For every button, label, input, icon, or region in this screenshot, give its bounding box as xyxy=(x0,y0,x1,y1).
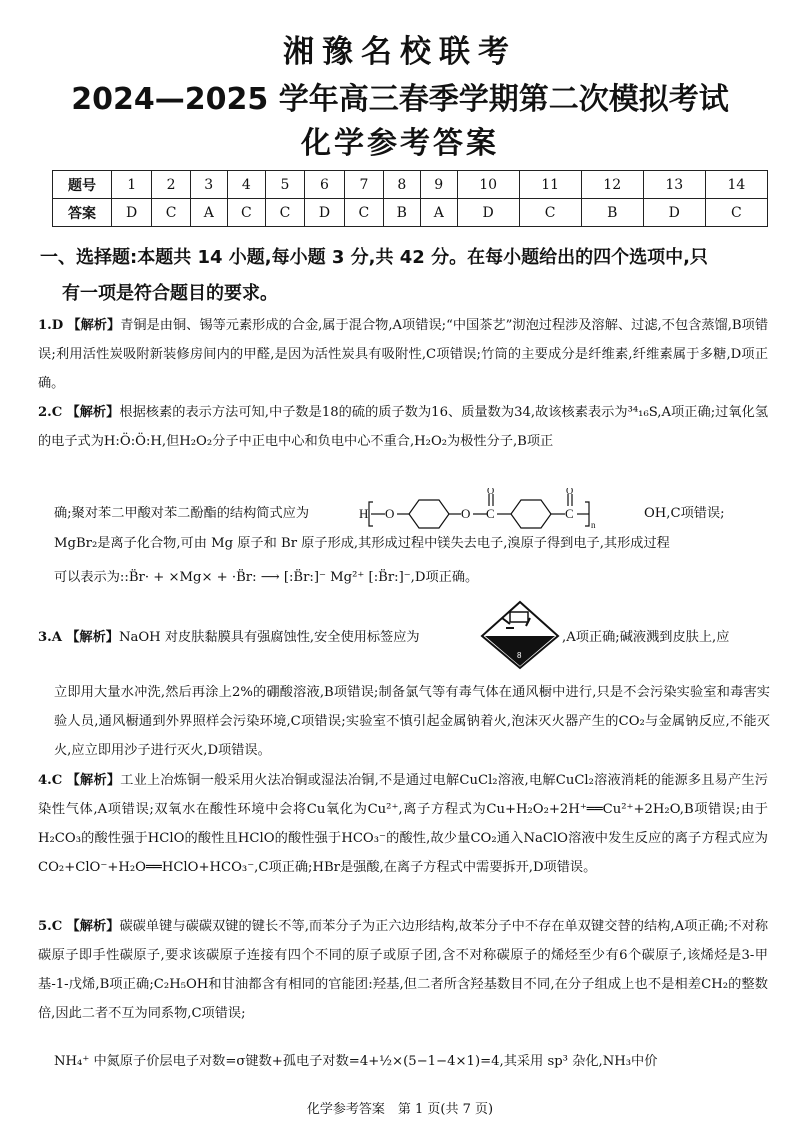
table-cell: 1 xyxy=(112,171,152,199)
svg-text:C: C xyxy=(565,506,574,521)
table-cell: 6 xyxy=(304,171,344,199)
table-cell: A xyxy=(190,199,227,227)
table-cell: D xyxy=(643,199,705,227)
question-number: 5.C xyxy=(38,919,63,934)
analysis-tag: 【解析】 xyxy=(66,405,120,420)
exam-title: 2024—2025 学年高三春季学期第二次模拟考试 xyxy=(71,82,729,117)
explanation-text: ,A项正确;碱液溅到皮肤上,应 xyxy=(562,630,730,645)
svg-text:O: O xyxy=(566,488,574,497)
table-cell: D xyxy=(112,199,152,227)
svg-text:H: H xyxy=(359,506,369,521)
svg-text:8: 8 xyxy=(517,651,522,660)
question-number-row xyxy=(53,171,768,199)
polymer-structure-line xyxy=(54,488,770,538)
svg-text:O: O xyxy=(487,488,495,497)
explanation-text: 立即用大量水冲洗,然后再涂上2%的硼酸溶液,B项错误;制备氯气等有毒气体在通风橱中进行,只是不会污染实验室和毒害实验人员,通风橱通到外界照样会污染环境,C项错误;实验室不慎引起金属钠着火,泡沫灭火器产生的CO₂与金属钠反应,不能灭火,应立即用沙子进行灭火,D项错误。 xyxy=(54,685,770,758)
question-number: 2.C xyxy=(38,405,63,420)
table-cell: C xyxy=(227,199,266,227)
table-cell: 14 xyxy=(705,171,767,199)
svg-text:O: O xyxy=(461,506,471,521)
explanation-line: NH₄⁺ 中氮原子价层电子对数=σ键数+孤电子对数=4+½×(5−1−4×1)=4,其采用 sp³ 杂化,NH₃中价 xyxy=(54,1054,658,1069)
svg-text:O: O xyxy=(385,506,395,521)
table-cell: C xyxy=(152,199,191,227)
page-footer: 化学参考答案 第 1 页(共 7 页) xyxy=(306,1102,494,1117)
document-title: 化学参考答案 xyxy=(301,126,499,161)
table-cell: 12 xyxy=(581,171,643,199)
question-number: 3.A xyxy=(38,630,62,645)
analysis-tag: 【解析】 xyxy=(66,919,120,934)
table-cell: 8 xyxy=(383,171,420,199)
explanation-text: 碳碳单键与碳碳双键的键长不等,而苯分子为正六边形结构,故苯分子中不存在单双键交替的结构,A项正确;不对称碳原子即手性碳原子,要求该碳原子连接有四个不同的原子或原子团,含不对称碳原子的烯烃至少有6个碳原子,该烯烃是3-甲基-1-戊烯,B项正确;C₂H₅OH和甘油都含有相同的官能团:羟基,但二者所含羟基数目不同,在分子组成上也不是相差CH₂的整数倍,因此二者不互为同系物,C项错误; xyxy=(38,919,769,1021)
explanation-text: 工业上冶炼铜一般采用火法冶铜或湿法冶铜,不是通过电解CuCl₂溶液,电解CuCl₂溶液消耗的能源多且易产生污染性气体,A项错误;双氧水在酸性环境中会将Cu氧化为Cu²⁺,离子方程式为Cu+H₂O₂+2H⁺══Cu²⁺+2H₂O,B项错误;由于H₂CO₃的酸性强于HClO的酸性且HClO的酸性强于HCO₃⁻的酸性,故少量CO₂通入NaClO溶液中发生反应的离子方程式应为CO₂+ClO⁻+H₂O══HClO+HCO₃⁻,C项正确;HBr是强酸,在离子方程式中需要拆开,D项错误。 xyxy=(38,773,768,875)
corrosive-hazard-label-icon xyxy=(480,600,560,670)
mgbr2-formation-line: 可以表示为::B̈r· + ×Mg× + ·B̈r: ⟶ [:B̈r:]⁻ Mg²⁺ [:B̈r:]⁻,D项正确。 xyxy=(54,570,479,585)
table-cell: D xyxy=(457,199,519,227)
polymer-structure-diagram xyxy=(359,488,654,538)
table-cell: C xyxy=(345,199,384,227)
question-number: 4.C xyxy=(38,773,63,788)
section-heading xyxy=(40,240,770,312)
svg-text:n: n xyxy=(591,520,596,530)
table-cell: 5 xyxy=(266,171,305,199)
table-cell: C xyxy=(705,199,767,227)
table-cell: 7 xyxy=(345,171,384,199)
table-cell: 2 xyxy=(152,171,191,199)
explanation-text: 确;聚对苯二甲酸对苯二酚酯的结构简式应为 xyxy=(54,506,310,521)
explanation-text: 根据核素的表示方法可知,中子数是18的硫的质子数为16、质量数为34,故该核素表示为³⁴₁₆S,A项正确;过氧化氢的电子式为H:Ö:Ö:H,但H₂O₂分子中正电中心和负电中心不重合,H₂O₂为极性分子,B项正 xyxy=(38,405,769,449)
answer-row xyxy=(53,199,768,227)
svg-text:C: C xyxy=(486,506,495,521)
table-cell: A xyxy=(420,199,457,227)
question-2-explanation xyxy=(38,398,768,456)
table-cell: B xyxy=(383,199,420,227)
explanation-line: MgBr₂是离子化合物,可由 Mg 原子和 Br 原子形成,其形成过程中镁失去电子,溴原子得到电子,其形成过程 xyxy=(54,536,670,551)
question-5-explanation xyxy=(38,912,768,1028)
explanation-text: 青铜是由铜、锡等元素形成的合金,属于混合物,A项错误;“中国茶艺”沏泡过程涉及溶解、过滤,不包含蒸馏,B项错误;利用活性炭吸附新装修房间内的甲醛,是因为活性炭具有吸附性,C项错误;竹筒的主要成分是纤维素,纤维素属于多糖,D项正确。 xyxy=(38,318,769,391)
row-label: 答案 xyxy=(53,199,112,227)
answer-table xyxy=(52,170,768,227)
row-label: 题号 xyxy=(53,171,112,199)
analysis-tag: 【解析】 xyxy=(66,630,119,645)
explanation-text: OH,C项错误; xyxy=(644,506,725,521)
table-cell: 11 xyxy=(519,171,581,199)
explanation-text: NaOH 对皮肤黏膜具有强腐蚀性,安全使用标签应为 xyxy=(118,630,420,645)
analysis-tag: 【解析】 xyxy=(66,773,121,788)
table-cell: 4 xyxy=(227,171,266,199)
table-cell: D xyxy=(304,199,344,227)
question-number: 1.D xyxy=(38,318,64,333)
table-cell: B xyxy=(581,199,643,227)
table-cell: 3 xyxy=(190,171,227,199)
question-1-explanation xyxy=(38,311,768,398)
analysis-tag: 【解析】 xyxy=(67,318,121,333)
exam-union-title: 湘豫名校联考 xyxy=(283,34,517,70)
table-cell: C xyxy=(266,199,305,227)
table-cell: 10 xyxy=(457,171,519,199)
question-4-explanation xyxy=(38,766,768,882)
table-cell: C xyxy=(519,199,581,227)
table-cell: 13 xyxy=(643,171,705,199)
section-heading-line: 一、选择题:本题共 14 小题,每小题 3 分,共 42 分。在每小题给出的四个选项中,只 xyxy=(40,247,708,268)
table-cell: 9 xyxy=(420,171,457,199)
section-heading-line: 有一项是符合题目的要求。 xyxy=(62,283,278,304)
